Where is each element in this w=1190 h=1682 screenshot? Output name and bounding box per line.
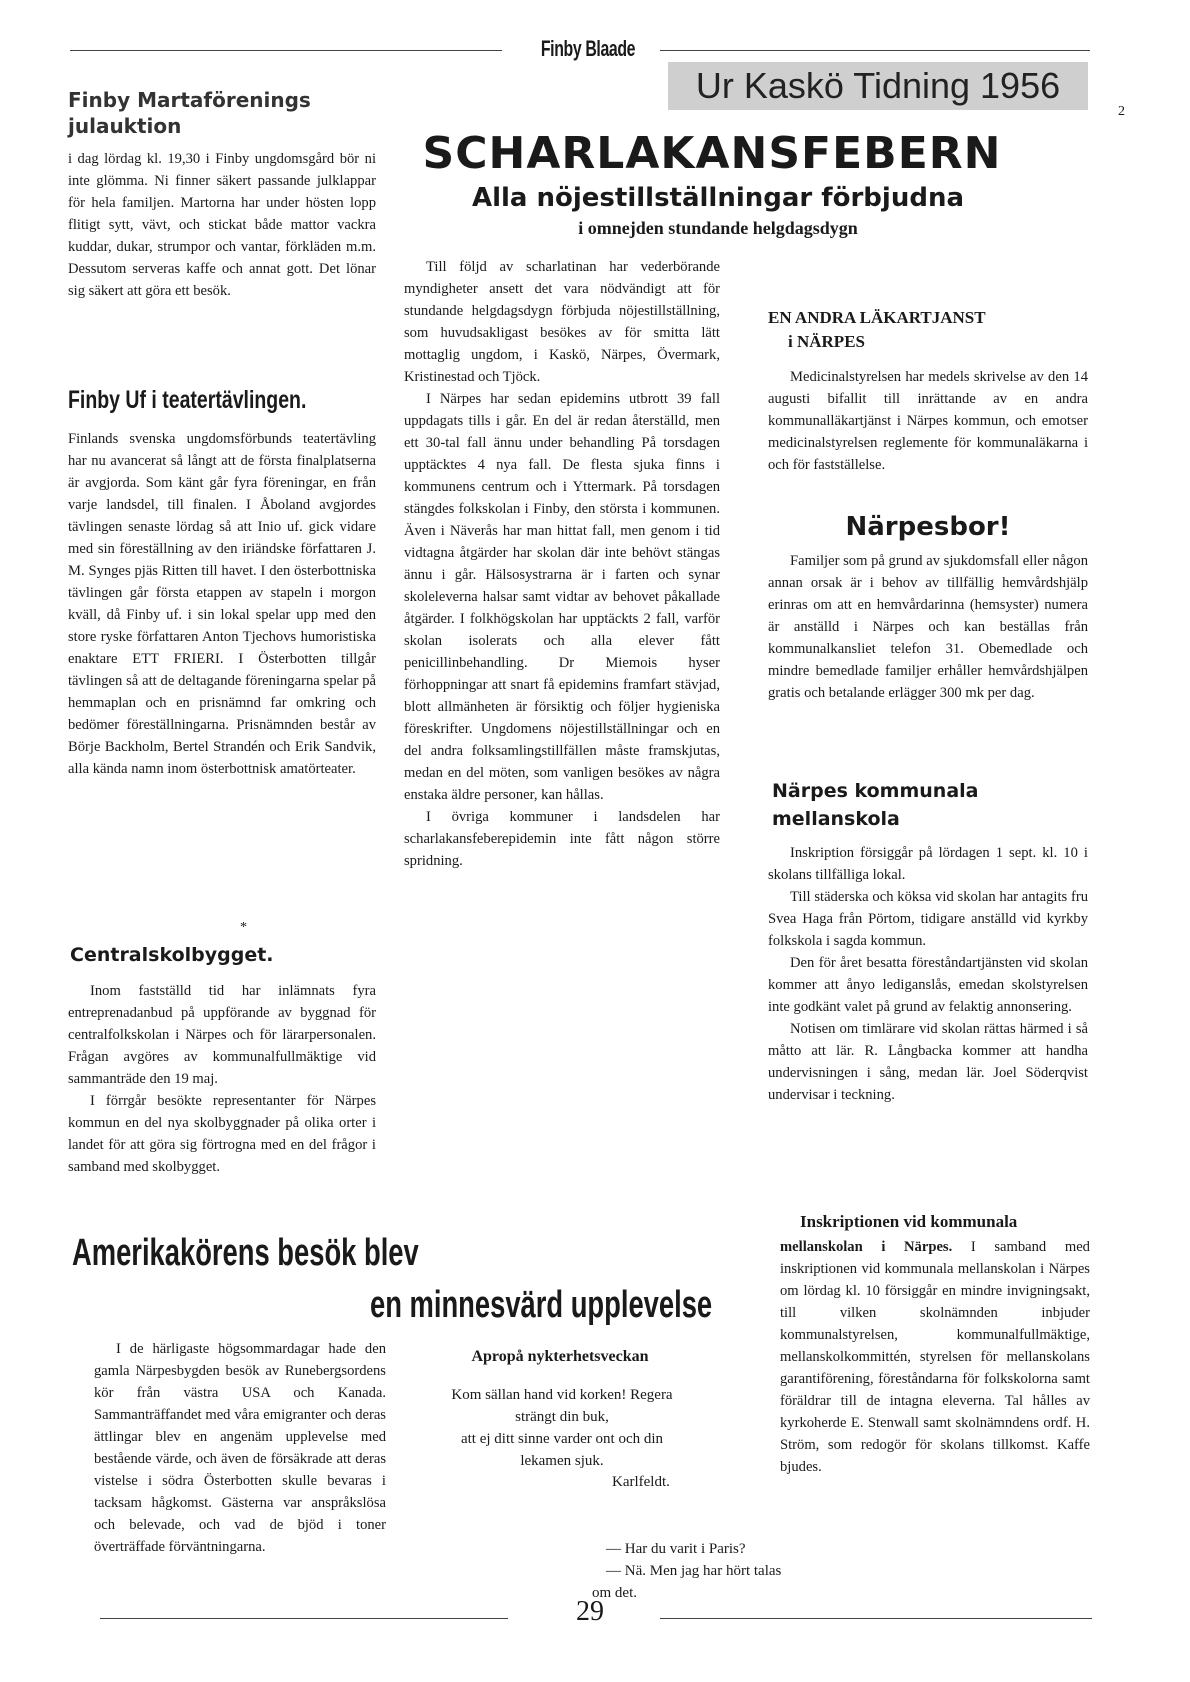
mellanskola-p1: Inskription försiggår på lördagen 1 sept. kl. 10 i skolans tillfälliga lokal. [768, 845, 1088, 883]
edge-mark: 2 [1118, 104, 1125, 119]
apropa-line4: lekamen sjuk. [520, 1453, 604, 1469]
mellanskola-title: Närpes kommunala [772, 780, 979, 802]
scharlakan-article [404, 256, 720, 872]
inskription-title-2: mellanskolan i Närpes. [780, 1239, 953, 1255]
footer-rule-left [100, 1618, 508, 1619]
marta-body: i dag lördag kl. 19,30 i Finby ungdomsgård bör ni inte glömma. Ni finner säkert passande julklappar för hela familjen. Martorna har under hösten lopp flitigt sytt, vävt, och stickat både mattor vackra kuddar, dukar, strumpor och vantar, förkläden m.m. Dessutom serveras kaffe och annat gott. Det lönar sig säkert att göra ett besök. [68, 151, 376, 299]
central-title: Centralskolbygget. [70, 944, 274, 966]
marta-title: Finby Martaförenings [68, 88, 311, 112]
apropa-title: Apropå nykterhetsveckan [471, 1348, 649, 1365]
lakar-body: Medicinalstyrelsen har medels skrivelse av den 14 augusti bifallit till inrättande av en andra kommunalläkartjänst i Närpes kommun, och emotser medicinalstyrelsen reglemente för kommunaläkarna i och för fastställelse. [768, 369, 1088, 473]
apropa-line3: att ej ditt sinne varder ont och din [460, 1431, 664, 1447]
joke-line1: — Har du varit i Paris? [606, 1541, 746, 1557]
scharlakan-subtitle: Alla nöjestillställningar förbjudna [471, 183, 965, 213]
central-article [68, 980, 376, 1178]
inskription-title: Inskriptionen vid kommunala [800, 1212, 1018, 1231]
apropa-poem [392, 1384, 732, 1472]
mellanskola-title-2: mellanskola [772, 808, 900, 830]
mellanskola-p2: Till städerska och köksa vid skolan har antagits fru Svea Haga från Pörtom, tidigare anställd vid kyrkby folkskola i sagda kommun. [768, 889, 1088, 949]
scharlakan-p1: Till följd av scharlatinan har vederbörande myndigheter ansett det vara nödvändigt att för stundande helgdagsdygn förbjuda nöjestillställning, som huvudsakligast besökes av för smitta lätt mottaglig ungdom, i Kaskö, Närpes, Övermark, Kristinestad och Tjöck. [404, 259, 720, 385]
lakar-title: EN ANDRA LÄKARTJANST [768, 308, 986, 327]
narpesbor-title: Närpesbor! [845, 512, 1011, 542]
narpesbor-article [768, 550, 1088, 704]
joke-line3: om det. [592, 1585, 637, 1601]
amerika-body: I de härligaste högsommardagar hade den gamla Närpesbygden besök av Runebergsordens kör från västra USA och Kanada. Sammanträffandet med våra emigranter och deras ättlingar blev en angenäm upplevelse med bestående värde, och även de försäkrade att deras vistelse i södra Österbotten skulle bevaras i tacksam hågkomst. Gästerna var anspråkslösa och belevade, och vad de bjöd i toner överträffade förväntningarna. [94, 1341, 386, 1555]
source-banner: Ur Kaskö Tidning 1956 [668, 62, 1088, 110]
joke [592, 1538, 782, 1604]
header-rule-right [660, 50, 1090, 51]
apropa-line2: strängt din buk, [515, 1409, 609, 1425]
joke-line2: — Nä. Men jag har hört talas [606, 1563, 782, 1579]
marta-article [68, 148, 376, 302]
footer-rule-right [660, 1618, 1092, 1619]
uf-body: Finlands svenska ungdomsförbunds teatertävling har nu avancerat så långt att de första finalplatserna är avgjorda. Som känt går fyra föreningar, en från varje landsdel, till finalen. I Åboland avgjordes tävlingen senaste lördag så att Inio uf. gick vidare med sin föreställning av den iriändske författaren J. M. Synges pjäs Ritten till havet. I den österbottniska tävlingen går första etappen av stapeln i morgon kväll, då Finby uf. i sin lokal spelar upp med den store ryske författaren Anton Tjechovs humoristiska enaktare ETT FRIERI. I Österbotten tillgår tävlingen så att de deltagande föreningarna spelar på hemmaplan och en prisnämnd far omkring och bedömer föreställningarna. Prisnämnden består av Börje Backholm, Bertel Strandén och Erik Sandvik, alla kända namn inom österbottnisk amatörteater. [68, 431, 376, 777]
page-number: 29 [576, 1596, 604, 1627]
mellanskola-article [768, 842, 1088, 1106]
uf-title: Finby Uf i teatertävlingen. [68, 386, 307, 414]
header-rule-left [70, 50, 502, 51]
scharlakan-p3: I övriga kommuner i landsdelen har scharlakansfeberepidemin inte fått någon större spridning. [404, 809, 720, 869]
apropa-line1: Kom sällan hand vid korken! Regera [451, 1387, 673, 1403]
uf-article [68, 428, 376, 780]
scharlakan-p2: I Närpes har sedan epidemins utbrott 39 fall uppdagats tills i går. En del är redan återställd, men ett 30-tal fall ännu under behandling På torsdagen upptäcktes 4 nya fall. De flesta sjuka finns i kommunens centrum och i Yttermark. På torsdagen stängdes folkskolan i Finby, den största i kommunen. Även i Näverås har man hittat fall, men genom i tid vidtagna åtgärder har skolan där inte behövt stängas ännu i går. Hälsosystrarna är i farten och synar skoleleverna halsar samt vidtar av behovet påkallade åtgärder. I folkhögskolan har upptäckts 2 fall, varför skolan isolerats och alla elever fått penicillinbehandling. Dr Miemois hyser förhoppningar att snart få epidemins framfart stävjad, blott allmänheten är försiktig och följer hygieniska föreskrifter. Ungdomens nöjestillställningar och en del andra folksamlingstillfällen måste framskjutas, medan en del möten, som vanligen besökes av några enstaka äldre personer, kan hållas. [404, 391, 720, 803]
inskription-para [780, 1236, 1090, 1478]
amerika-title: Amerikakörens besök blev [72, 1232, 419, 1274]
central-p2: I förrgår besökte representanter för Närpes kommun en del nya skolbyggnader på olika orter i landet för att göra sig förtrogna med en del frågor i samband med skolbygget. [68, 1093, 376, 1175]
lakar-article [768, 366, 1088, 476]
scharlakan-title: SCHARLAKANSFEBERN [422, 128, 1002, 179]
lakar-title-2: i NÄRPES [788, 332, 865, 351]
inskription-body: I samband med inskriptionen vid kommunala mellanskolan i Närpes om lördag kl. 10 försiggår en mindre invigningsakt, till vilken skolnämnden inbjuder kommunalstyrelsen, kommunalfullmäktige, mellanskolkommittén, styrelsen för mellanskolans garantiförening, föreståndarna för folkskolorna samt föräldrar till de intagna eleverna. Tal hålles av kyrkoherde E. Stenwall samt skolnämndens ordf. H. Ström, som redogör för skolans tillkomst. Kaffe bjudes. [780, 1239, 1090, 1475]
central-p1: Inom fastställd tid har inlämnats fyra entreprenadanbud på uppförande av byggnad för centralfolkskolan i Närpes och för lärarpersonalen. Frågan avgöres av kommunalfullmäktige vid sammanträde den 19 maj. [68, 983, 376, 1087]
mellanskola-p4: Notisen om timlärare vid skolan rättas härmed i så måtto att lär. R. Långbacka kommer att handha undervisningen i sång, medan lär. Joel Söderqvist undervisar i teckning. [768, 1021, 1088, 1103]
marta-title-2: julauktion [68, 114, 182, 138]
scharlakan-subsubtitle: i omnejden stundande helgdagsdygn [578, 218, 858, 238]
amerika-title-2: en minnesvärd upplevelse [370, 1284, 713, 1326]
asterisk-divider: * [240, 920, 247, 935]
mellanskola-p3: Den för året besatta föreståndartjänsten vid skolan kommer att ånyo lediganslås, emedan skolstyrelsen inte godkänt valet på grund av felaktig annonsering. [768, 955, 1088, 1015]
narpesbor-body: Familjer som på grund av sjukdomsfall eller någon annan orsak är i behov av tillfällig hemvårdshjälp erinras om att en hemvårdarinna (hemsyster) numera är anställd i Närpes och kan beställas från kommunalkansliet telefon 31. Obemedlade och mindre bemedlade familjer erhåller hemvårdshjälpen gratis och betalande erlägger 300 mk per dag. [768, 553, 1088, 701]
amerika-article [94, 1338, 386, 1558]
apropa-author: Karlfeldt. [612, 1474, 670, 1490]
masthead: Finby Blaade [540, 36, 636, 61]
inskription-article [780, 1236, 1090, 1478]
